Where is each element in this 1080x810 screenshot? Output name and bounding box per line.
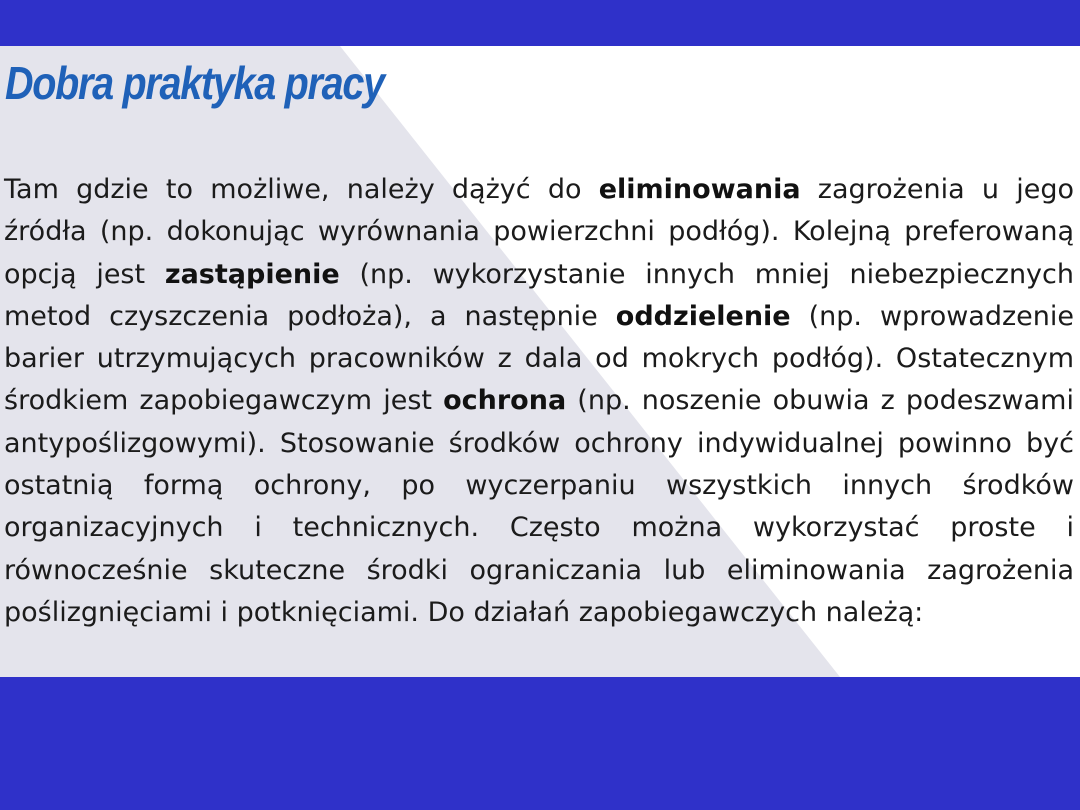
keyword-oddzielenie: oddzielenie — [615, 300, 791, 332]
text-segment: zagrożenia u jego źródła (np. dokonując wyrównania powierzchni podłóg). Kolejną preferowaną opcją jest — [4, 174, 1074, 290]
text-segment: (np. noszenie obuwia z podeszwami antypoślizgowymi). Stosowanie środków ochrony indywidualnej powinno być ostatnią formą ochrony, po wyczerpaniu wszystkich innych środków organizacyjnych i technicznych. Często można wykorzystać proste i równocześnie skuteczne środki ograniczania lub eliminowania zagrożenia poślizgnięciami i potknięciami. Do działań zapobiegawczych należą: — [4, 385, 1074, 628]
keyword-zastapienie: zastąpienie — [164, 258, 340, 290]
body-paragraph — [4, 169, 1074, 634]
keyword-ochrona: ochrona — [443, 385, 567, 417]
keyword-eliminowania: eliminowania — [598, 174, 801, 205]
text-segment: Tam gdzie to możliwe, należy dążyć do — [4, 174, 599, 205]
text-segment: (np. wprowadzenie barier utrzymujących pracowników z dala od mokrych podłóg). Ostatecznym środkiem zapobiegawczym jest — [4, 300, 1074, 417]
text-segment: (np. wykorzystanie innych mniej niebezpiecznych metod czyszczenia podłoża), a następnie — [4, 258, 1074, 332]
content-panel — [0, 46, 1080, 677]
slide-title: Dobra praktyka pracy — [5, 57, 384, 109]
